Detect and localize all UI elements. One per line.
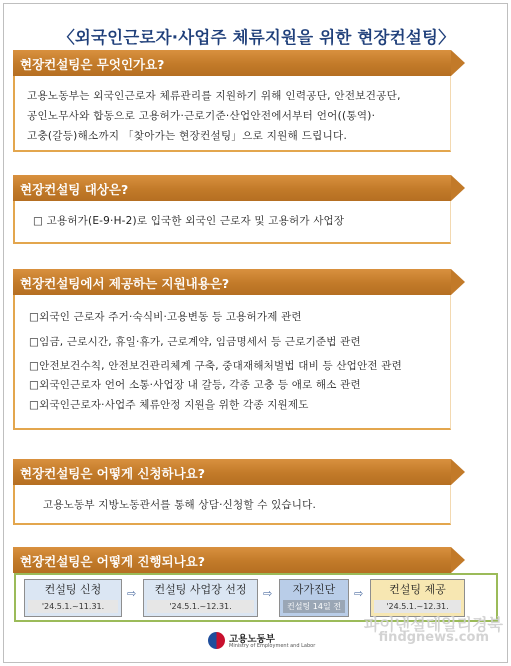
section-header-arrow xyxy=(451,50,465,76)
target-item: □ 고용허가(E-9·H-2)로 입국한 외국인 근로자 및 고용허가 사업장 xyxy=(33,215,345,227)
flow-arrow-icon: ⇨ xyxy=(263,587,273,600)
intro-line-3: 고충(갈등)해소까지 「찾아가는 현장컨설팅」으로 지원해 드립니다. xyxy=(27,130,348,142)
flow-step-date: '24.5.1.~12.31. xyxy=(147,600,254,613)
flow-step-date: 컨설팅 14일 전 xyxy=(283,600,345,613)
intro-line-2: 공인노무사와 합동으로 고용허가·근로기준·산업안전에서부터 언어((통역)· xyxy=(27,110,376,122)
support-item: □안전보건수칙, 안전보건관리체계 구축, 중대재해처벌법 대비 등 산업안전 관련 xyxy=(29,360,402,372)
flow-step-name: 컨설팅 제공 xyxy=(389,583,446,596)
logo-subtitle: Ministry of Employment and Labor xyxy=(229,643,316,649)
support-item: □외국인근로자·사업주 체류안정 지원을 위한 각종 지원제도 xyxy=(29,399,309,411)
section-box-what xyxy=(13,76,451,152)
watermark: 파이낸셜데일리경북 xyxy=(363,615,503,634)
section-header-arrow xyxy=(451,547,465,573)
section-box-target xyxy=(13,201,451,244)
flow-arrow-icon: ⇨ xyxy=(354,587,364,600)
flow-step-name: 컨설팅 신청 xyxy=(44,583,102,596)
page-title: 〈외국인근로자·사업주 체류지원을 위한 현장컨설팅〉 xyxy=(58,28,455,47)
flow-step-date: '24.5.1.~12.31. xyxy=(374,600,461,613)
intro-line-1: 고용노동부는 외국인근로자 체류관리를 지원하기 위해 인력공단, 안전보건공단, xyxy=(27,90,401,102)
support-item: □외국인근로자 언어 소통·사업장 내 갈등, 각종 고충 등 애로 해소 관련 xyxy=(29,379,361,391)
flow-step-name: 자가진단 xyxy=(292,583,336,596)
watermark-url: findgnews.com xyxy=(378,630,489,645)
flow-step-selection xyxy=(143,579,258,617)
section-header-arrow xyxy=(451,459,465,485)
section-header-arrow xyxy=(451,175,465,201)
section-header-arrow xyxy=(451,269,465,295)
section-header-target: 현장컨설팅 대상은? xyxy=(13,175,451,201)
page-frame xyxy=(3,3,508,663)
intro-text xyxy=(15,76,450,146)
flow-arrow-icon: ⇨ xyxy=(127,587,137,600)
flow-step-name: 컨설팅 사업장 선정 xyxy=(154,583,247,596)
section-header-apply: 현장컨설팅은 어떻게 신청하나요? xyxy=(13,459,451,485)
logo-name: 고용노동부 xyxy=(229,634,275,645)
support-item: □외국인 근로자 주거·숙식비·고용변동 등 고용허가제 관련 xyxy=(29,311,302,323)
section-header-process: 현장컨설팅은 어떻게 진행되나요? xyxy=(13,547,451,573)
support-item: □임금, 근로시간, 휴일·휴가, 근로계약, 임금명세서 등 근로기준법 관련 xyxy=(29,336,361,348)
section-header-support: 현장컨설팅에서 제공하는 지원내용은? xyxy=(13,269,451,295)
flow-step-date: '24.5.1.~11.31. xyxy=(28,600,118,613)
flow-step-self-check xyxy=(279,579,349,617)
section-box-support xyxy=(13,295,451,430)
taegeuk-logo-icon xyxy=(208,632,225,649)
section-box-apply xyxy=(13,485,451,525)
section-header-what: 현장컨설팅은 무엇인가요? xyxy=(13,50,451,76)
apply-text: 고용노동부 지방노동관서를 통해 상담·신청할 수 있습니다. xyxy=(43,499,316,511)
flow-step-apply xyxy=(24,579,122,617)
